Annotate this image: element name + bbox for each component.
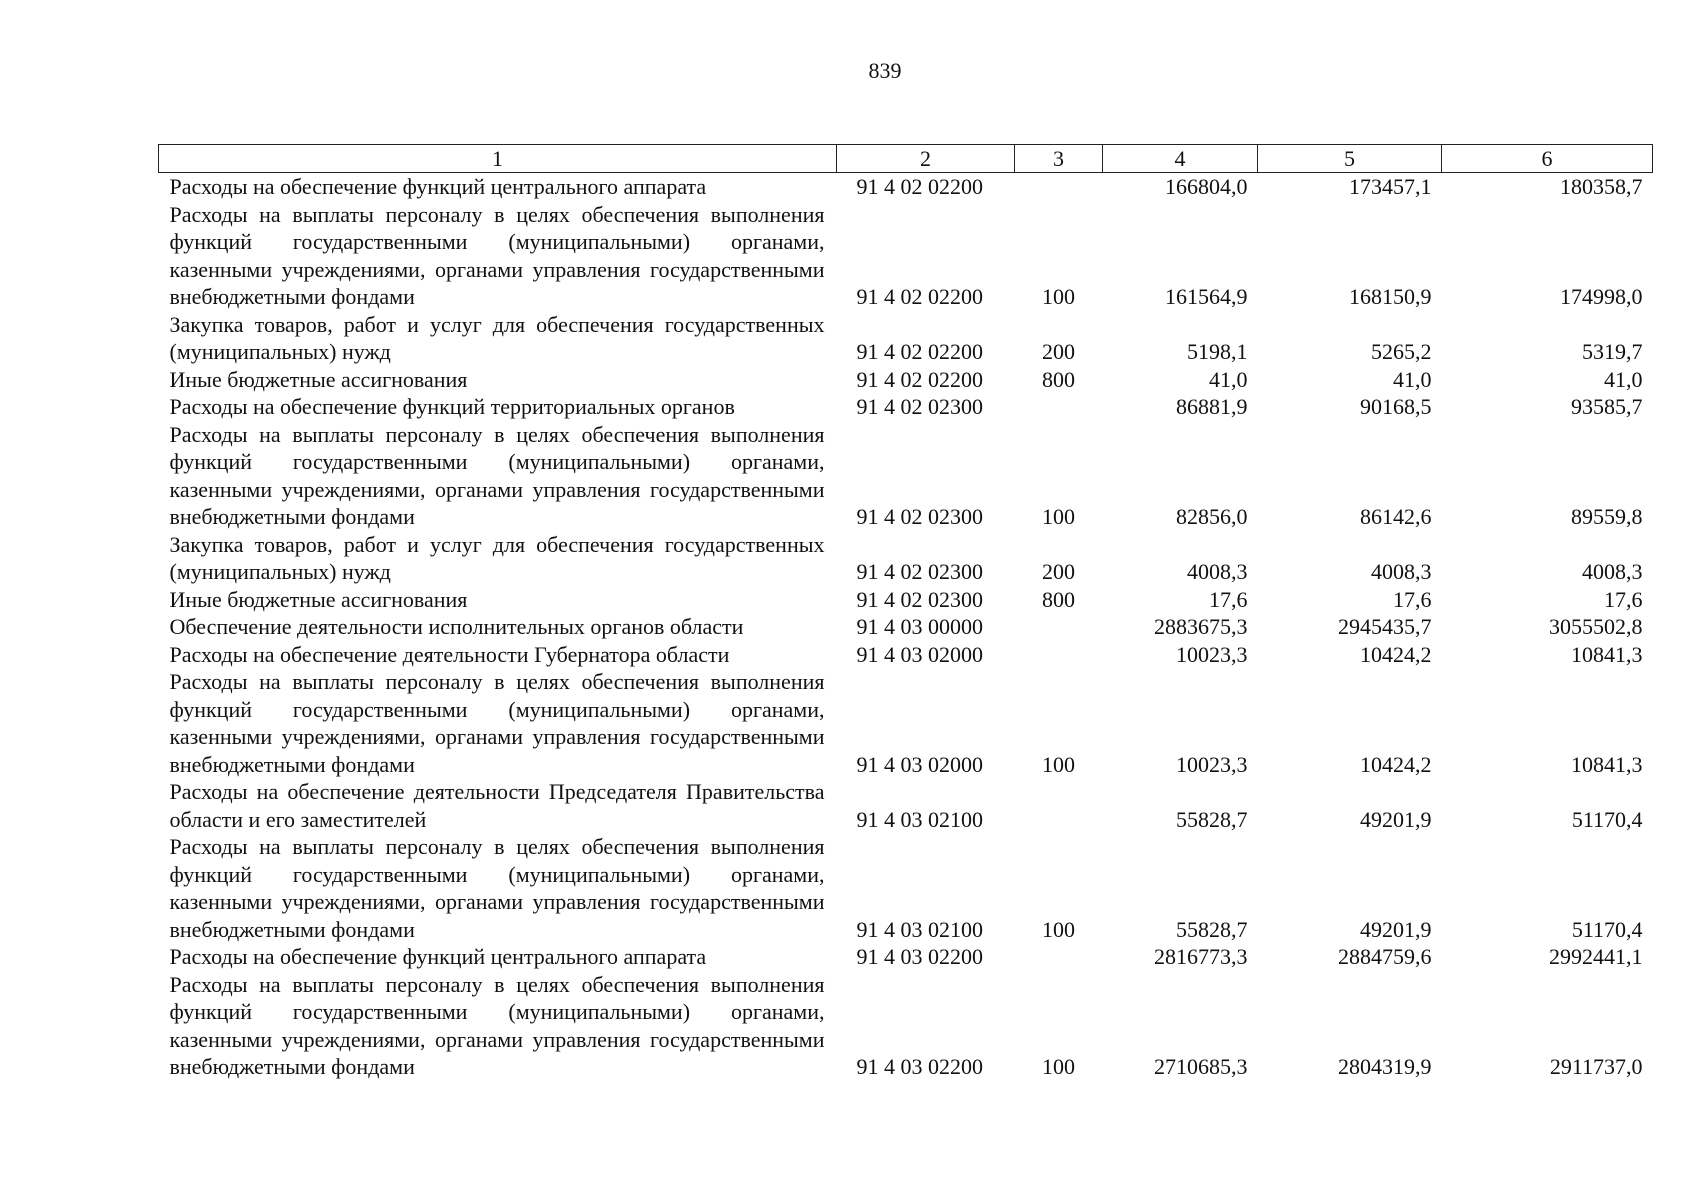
- row-description: Расходы на обеспечение функций центрального аппарата: [169, 174, 707, 199]
- row-amount-col4: 10023,3: [1176, 751, 1248, 777]
- row-amount-col5: 10424,2: [1360, 751, 1432, 777]
- row-target-code: 91 4 03 02100: [856, 916, 983, 942]
- row-description: Обеспечение деятельности исполнительных органов области: [169, 614, 744, 639]
- table-row: [159, 778, 1653, 833]
- row-amount-col5: 2945435,7: [1338, 614, 1432, 639]
- row-amount-col6: 5319,7: [1582, 339, 1643, 364]
- row-expense-type: 800: [1042, 586, 1075, 612]
- row-target-code: 91 4 02 02300: [856, 559, 983, 584]
- column-header: 1: [159, 145, 837, 173]
- row-description: Закупка товаров, работ и услуг для обеспечения государственных (муниципальных) нужд: [169, 311, 825, 364]
- row-description: Расходы на выплаты персоналу в целях обеспечения выполнения функций государственными (муниципальными) органами, казенными учреждениями, органами управления государственными внебюджетными фондами: [169, 971, 825, 1079]
- page-number: 839: [868, 58, 902, 83]
- table-row: [159, 173, 1653, 201]
- row-description: Расходы на выплаты персоналу в целях обеспечения выполнения функций государственными (муниципальными) органами, казенными учреждениями, органами управления государственными внебюджетными фондами: [169, 669, 825, 777]
- row-target-code: 91 4 02 02300: [856, 586, 983, 612]
- row-amount-col6: 10841,3: [1571, 641, 1643, 667]
- row-expense-type: [1015, 778, 1103, 833]
- row-description: Иные бюджетные ассигнования: [169, 366, 468, 392]
- row-amount-col6: 2992441,1: [1549, 944, 1643, 969]
- row-expense-type: 100: [1042, 751, 1075, 777]
- row-expense-type: 100: [1042, 916, 1075, 942]
- row-amount-col5: 5265,2: [1371, 339, 1432, 364]
- table-row: [159, 393, 1653, 421]
- row-expense-type: [1015, 641, 1103, 669]
- row-target-code: 91 4 02 02300: [856, 394, 983, 419]
- row-amount-col6: 10841,3: [1571, 751, 1643, 777]
- row-expense-type: 100: [1042, 1054, 1075, 1079]
- row-expense-type: [1015, 613, 1103, 641]
- row-target-code: 91 4 02 02200: [856, 366, 983, 392]
- row-target-code: 91 4 02 02200: [856, 284, 983, 309]
- table-row: [159, 311, 1653, 366]
- table-row: [159, 943, 1653, 971]
- table-row: [159, 641, 1653, 669]
- column-header: 4: [1103, 145, 1258, 173]
- row-amount-col4: 82856,0: [1176, 504, 1248, 529]
- row-amount-col6: 89559,8: [1571, 504, 1643, 529]
- row-amount-col6: 174998,0: [1560, 284, 1643, 309]
- table-row: [159, 366, 1653, 394]
- row-amount-col5: 168150,9: [1349, 284, 1432, 309]
- column-header: 3: [1015, 145, 1103, 173]
- row-amount-col6: 180358,7: [1560, 174, 1643, 199]
- table-row: [159, 971, 1653, 1081]
- row-amount-col4: 2816773,3: [1154, 944, 1248, 969]
- row-amount-col5: 90168,5: [1360, 394, 1432, 419]
- row-amount-col6: 93585,7: [1571, 394, 1643, 419]
- row-amount-col6: 4008,3: [1582, 559, 1643, 584]
- row-amount-col6: 2911737,0: [1549, 1054, 1643, 1079]
- row-amount-col4: 17,6: [1209, 586, 1248, 612]
- row-amount-col6: 51170,4: [1571, 806, 1643, 832]
- table-row: [159, 531, 1653, 586]
- row-amount-col4: 86881,9: [1176, 394, 1248, 419]
- row-amount-col4: 2710685,3: [1154, 1054, 1248, 1079]
- column-header: 6: [1442, 145, 1653, 173]
- row-amount-col4: 55828,7: [1176, 916, 1248, 942]
- budget-table: [158, 144, 1653, 1081]
- table-row: [159, 201, 1653, 311]
- row-target-code: 91 4 03 00000: [856, 614, 983, 639]
- row-target-code: 91 4 03 02200: [856, 944, 983, 969]
- row-expense-type: [1015, 173, 1103, 201]
- row-amount-col6: 17,6: [1604, 586, 1643, 612]
- column-number-row: [159, 145, 1653, 173]
- row-target-code: 91 4 03 02000: [856, 641, 983, 667]
- row-expense-type: [1015, 393, 1103, 421]
- row-description: Иные бюджетные ассигнования: [169, 586, 468, 612]
- table-row: [159, 613, 1653, 641]
- row-amount-col5: 86142,6: [1360, 504, 1432, 529]
- row-target-code: 91 4 03 02000: [856, 751, 983, 777]
- row-target-code: 91 4 03 02200: [856, 1054, 983, 1079]
- row-description: Расходы на выплаты персоналу в целях обеспечения выполнения функций государственными (муниципальными) органами, казенными учреждениями, органами управления государственными внебюджетными фондами: [169, 421, 825, 529]
- row-amount-col4: 55828,7: [1176, 806, 1248, 832]
- row-target-code: 91 4 02 02200: [856, 174, 983, 199]
- row-target-code: 91 4 02 02200: [856, 339, 983, 364]
- row-target-code: 91 4 02 02300: [856, 504, 983, 529]
- row-amount-col6: 41,0: [1604, 366, 1643, 392]
- row-target-code: 91 4 03 02100: [856, 806, 983, 832]
- column-header: 2: [837, 145, 1015, 173]
- row-description: Расходы на обеспечение функций центрального аппарата: [169, 944, 707, 969]
- row-amount-col4: 10023,3: [1176, 641, 1248, 667]
- row-amount-col4: 41,0: [1209, 366, 1248, 392]
- row-amount-col5: 10424,2: [1360, 641, 1432, 667]
- table-body: [159, 173, 1653, 1081]
- row-amount-col4: 166804,0: [1165, 174, 1248, 199]
- row-amount-col4: 4008,3: [1187, 559, 1248, 584]
- table-row: [159, 421, 1653, 531]
- row-amount-col5: 2884759,6: [1338, 944, 1432, 969]
- row-amount-col5: 173457,1: [1349, 174, 1432, 199]
- row-expense-type: 800: [1042, 366, 1075, 392]
- row-amount-col5: 2804319,9: [1338, 1054, 1432, 1079]
- row-expense-type: 200: [1042, 559, 1075, 584]
- column-header: 5: [1258, 145, 1442, 173]
- row-amount-col6: 3055502,8: [1549, 614, 1643, 639]
- row-amount-col5: 49201,9: [1360, 806, 1432, 832]
- table-row: [159, 668, 1653, 778]
- row-amount-col5: 41,0: [1393, 366, 1432, 392]
- table-row: [159, 833, 1653, 943]
- row-expense-type: 200: [1042, 339, 1075, 364]
- row-amount-col5: 17,6: [1393, 586, 1432, 612]
- row-amount-col5: 4008,3: [1371, 559, 1432, 584]
- row-amount-col4: 2883675,3: [1154, 614, 1248, 639]
- row-amount-col4: 161564,9: [1165, 284, 1248, 309]
- row-description: Закупка товаров, работ и услуг для обеспечения государственных (муниципальных) нужд: [169, 531, 825, 584]
- row-description: Расходы на обеспечение деятельности Председателя Правительства области и его заместителей: [169, 779, 825, 832]
- row-description: Расходы на выплаты персоналу в целях обеспечения выполнения функций государственными (муниципальными) органами, казенными учреждениями, органами управления государственными внебюджетными фондами: [169, 834, 825, 942]
- row-expense-type: 100: [1042, 284, 1075, 309]
- row-amount-col6: 51170,4: [1571, 916, 1643, 942]
- row-description: Расходы на обеспечение деятельности Губернатора области: [169, 641, 730, 667]
- row-description: Расходы на выплаты персоналу в целях обеспечения выполнения функций государственными (муниципальными) органами, казенными учреждениями, органами управления государственными внебюджетными фондами: [169, 201, 825, 309]
- row-amount-col4: 5198,1: [1187, 339, 1248, 364]
- row-amount-col5: 49201,9: [1360, 916, 1432, 942]
- row-description: Расходы на обеспечение функций территориальных органов: [169, 394, 735, 419]
- row-expense-type: [1015, 943, 1103, 971]
- row-expense-type: 100: [1042, 504, 1075, 529]
- table-row: [159, 586, 1653, 614]
